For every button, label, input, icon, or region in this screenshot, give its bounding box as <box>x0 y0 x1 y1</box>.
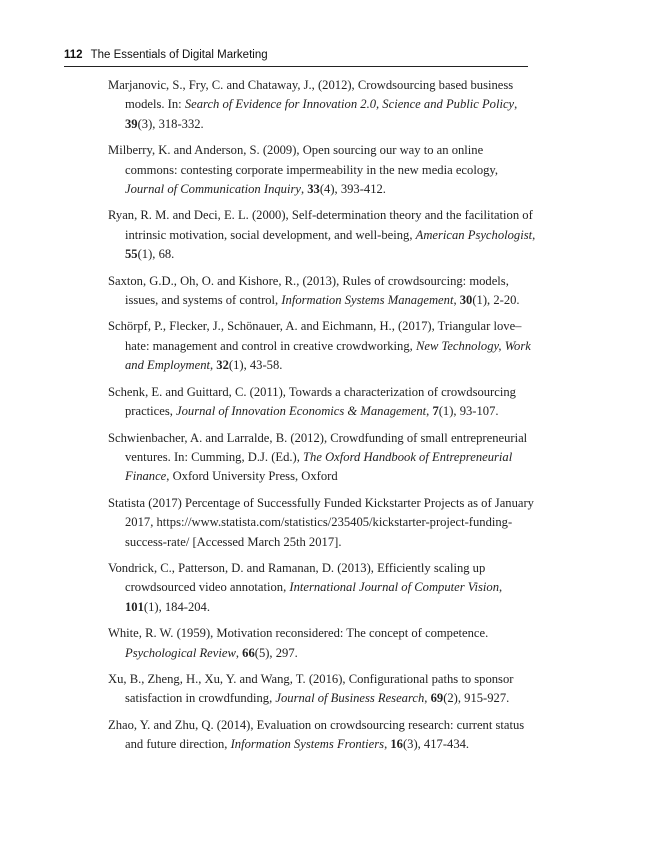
reference-source: Information Systems Management <box>281 293 454 308</box>
reference-volume: 33 <box>307 182 320 197</box>
reference-entry: Marjanovic, S., Fry, C. and Chataway, J., (2012), Crowdsourcing based business models. In: Search of Evidence for Innovation 2.0, Science and Public Policy, 39(3), 318-332. <box>108 78 518 131</box>
reference-entry: White, R. W. (1959), Motivation reconsidered: The concept of competence. Psychological Review, 66(5), 297. <box>108 626 489 660</box>
reference-entry: Xu, B., Zheng, H., Xu, Y. and Wang, T. (2016), Configurational paths to sponsor satisfaction in crowdfunding, Journal of Business Research, 69(2), 915-927. <box>108 671 514 706</box>
reference-source: Journal of Innovation Economics & Management <box>176 404 427 419</box>
reference-pages: (4), 393-412. <box>319 182 386 197</box>
reference-pages: (3), 318-332. <box>137 116 204 131</box>
reference-pages: (1), 93-107. <box>438 404 499 419</box>
reference-text: White, R. W. (1959), Motivation reconsidered: The concept of competence. <box>108 626 489 641</box>
reference-entry: Milberry, K. and Anderson, S. (2009), Open sourcing our way to an online commons: contesting corporate impermeability in the new media ecology, Journal of Communication Inquiry, 33(4), 393-412. <box>108 143 499 197</box>
reference-entry: Schenk, E. and Guittard, C. (2011), Towards a characterization of crowdsourcing practices, Journal of Innovation Economics & Management, 7(1), 93-107. <box>108 384 516 419</box>
reference-volume: 30 <box>459 293 473 308</box>
reference-source: Information Systems Frontiers <box>230 737 385 752</box>
reference-volume: 7 <box>432 404 439 419</box>
reference-pages: (1), 184-204. <box>143 599 210 614</box>
reference-entry: Ryan, R. M. and Deci, E. L. (2000), Self-determination theory and the facilitation of intrinsic motivation, social development, and well-being, American Psychologist, 55(1), 68. <box>108 208 536 262</box>
reference-volume: 66 <box>242 645 255 660</box>
reference-text: Statista (2017) Percentage of Successfully Funded Kickstarter Projects as of January 2017, https://www.statista.com/statistics/235405/kickstarter-project-funding-success-rate/ [Accessed March 25th 2017]. <box>108 495 534 549</box>
reference-volume: 16 <box>390 737 403 752</box>
book-title: The Essentials of Digital Marketing <box>90 49 268 61</box>
reference-entry <box>108 429 536 487</box>
reference-source: International Journal of Computer Vision <box>289 580 500 595</box>
reference-pages: (1), 68. <box>137 247 175 262</box>
reference-source: Psychological Review <box>125 645 236 660</box>
reference-volume: 32 <box>216 358 229 373</box>
reference-text: Vondrick, C., Patterson, D. and Ramanan, D. (2013), Efficiently scaling up crowdsourced video annotation, <box>108 560 486 595</box>
reference-text: Marjanovic, S., Fry, C. and Chataway, J., (2012), Crowdsourcing based business models. In: <box>108 78 514 112</box>
reference-entry <box>108 494 536 552</box>
page-number: 112 <box>64 49 83 61</box>
reference-entry: Schörpf, P., Flecker, J., Schönauer, A. and Eichmann, H., (2017), Triangular love–hate: management and control in creative crowdworking, New Technology, Work and Employment, 32(1), 43-58. <box>108 319 531 373</box>
reference-text: Ryan, R. M. and Deci, E. L. (2000), Self-determination theory and the facilitation of intrinsic motivation, social development, and well-being, <box>108 208 533 242</box>
reference-text: Schwienbacher, A. and Larralde, B. (2012), Crowdfunding of small entrepreneurial ventures. In: Cumming, D.J. (Ed.), <box>108 430 528 464</box>
reference-text: Schörpf, P., Flecker, J., Schönauer, A. and Eichmann, H., (2017), Triangular love–hate: management and control in creative crowdworking, <box>108 319 522 353</box>
reference-entry: Zhao, Y. and Zhu, Q. (2014), Evaluation on crowdsourcing research: current status and future direction, Information Systems Frontiers, 16(3), 417-434. <box>108 717 525 752</box>
reference-pages: (1), 43-58. <box>228 358 283 373</box>
reference-pages: (5), 297. <box>254 645 298 660</box>
reference-text: Milberry, K. and Anderson, S. (2009), Open sourcing our way to an online commons: contesting corporate impermeability in the new media ecology, <box>108 143 499 177</box>
reference-source: New Technology, Work and Employment <box>125 338 531 373</box>
reference-pages: (2), 915-927. <box>443 691 510 706</box>
reference-source: The Oxford Handbook of Entrepreneurial Finance <box>125 449 513 484</box>
reference-text: Zhao, Y. and Zhu, Q. (2014), Evaluation on crowdsourcing research: current status and future direction, <box>108 717 525 752</box>
reference-volume: 55 <box>125 247 138 262</box>
running-header <box>64 46 528 67</box>
reference-source: Search of Evidence for Innovation 2.0, Science and Public Policy <box>184 97 515 112</box>
reference-source: American Psychologist <box>415 227 533 242</box>
reference-pages: (3), 417-434. <box>402 737 470 752</box>
reference-text: Xu, B., Zheng, H., Xu, Y. and Wang, T. (2016), Configurational paths to sponsor satisfaction in crowdfunding, <box>108 671 514 706</box>
reference-list <box>108 76 536 762</box>
reference-volume: 101 <box>125 599 144 614</box>
reference-entry: Saxton, G.D., Oh, O. and Kishore, R., (2013), Rules of crowdsourcing: models, issues, and systems of control, Information Systems Management, 30(1), 2-20. <box>108 273 520 308</box>
reference-volume: 69 <box>430 691 444 706</box>
reference-text: Saxton, G.D., Oh, O. and Kishore, R., (2013), Rules of crowdsourcing: models, issues, and systems of control, <box>108 273 509 308</box>
reference-source: Journal of Business Research <box>275 691 425 706</box>
reference-pages: (1), 2-20. <box>472 293 520 308</box>
reference-volume: 39 <box>125 116 138 131</box>
reference-text: Schenk, E. and Guittard, C. (2011), Towards a characterization of crowdsourcing practices, <box>108 384 516 419</box>
reference-publisher: , Oxford University Press, Oxford <box>166 469 338 484</box>
reference-source: Journal of Communication Inquiry <box>125 182 301 197</box>
reference-entry: Vondrick, C., Patterson, D. and Ramanan, D. (2013), Efficiently scaling up crowdsourced video annotation, International Journal of Computer Vision, 101(1), 184-204. <box>108 560 503 614</box>
